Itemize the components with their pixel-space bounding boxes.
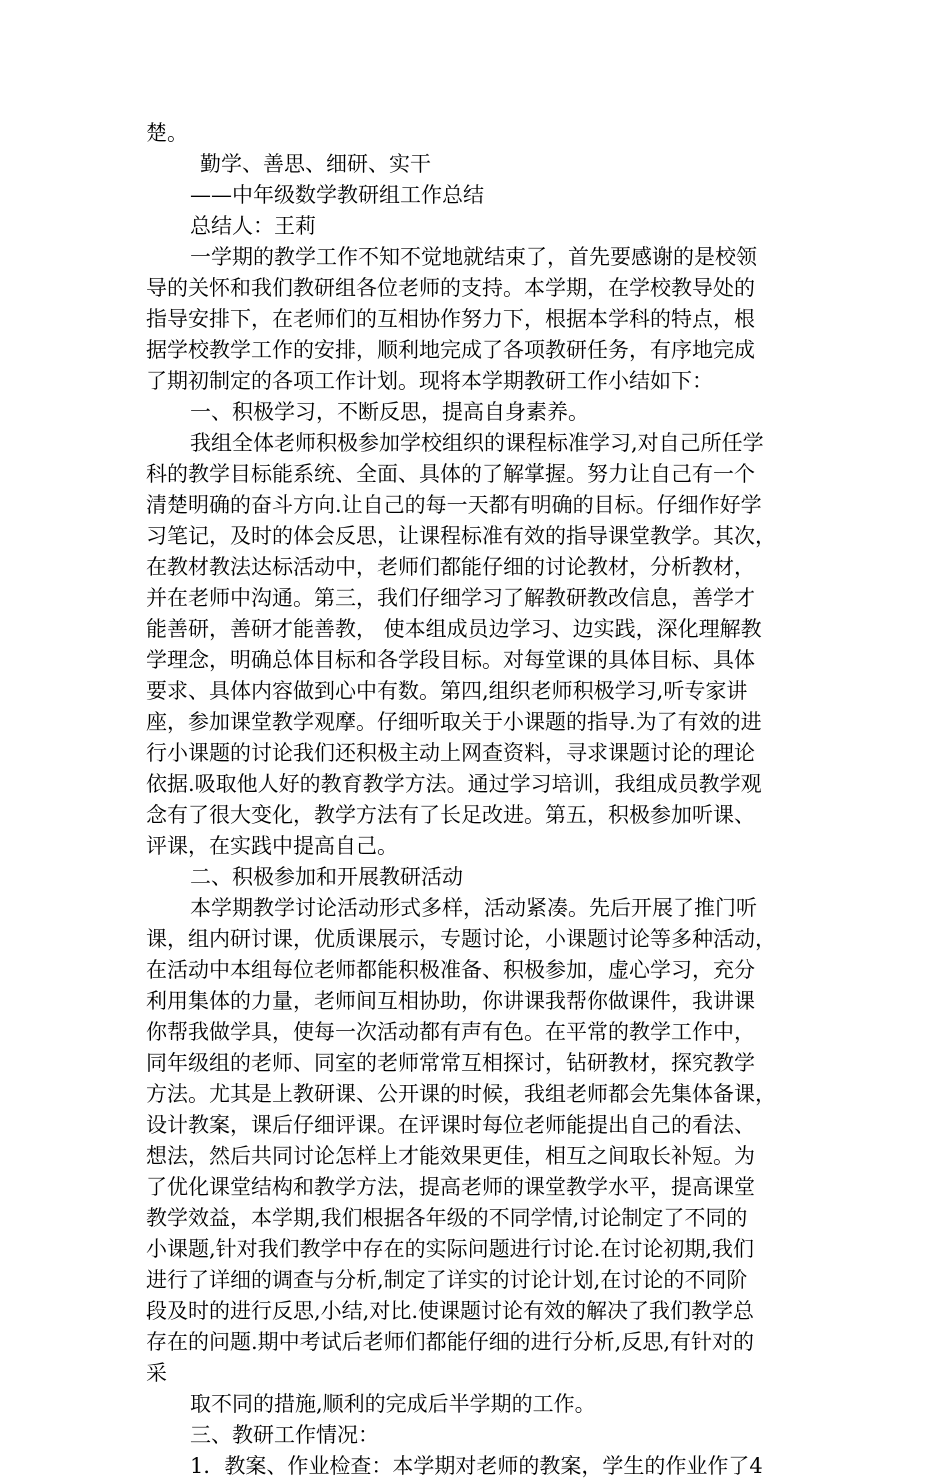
paragraph-line: 并在老师中沟通。第三，我们仔细学习了解教研教改信息，善学才 (146, 586, 755, 610)
paragraph-line: 存在的问题.期中考试后老师们都能仔细的进行分析,反思,有针对的 (146, 1330, 755, 1354)
document-body (146, 118, 826, 1482)
paragraph-line: 评课，在实践中提高自己。 (146, 834, 398, 858)
paragraph-line: 在活动中本组每位老师都能积极准备、积极参加，虚心学习，充分 (146, 958, 755, 982)
list-item: 1．教案、作业检查：本学期对老师的教案，学生的作业作了4 (190, 1454, 763, 1478)
paragraph-line: 指导安排下，在老师们的互相协作努力下，根据本学科的特点，根 (146, 307, 755, 331)
paragraph-line: 在教材教法达标活动中，老师们都能仔细的讨论教材，分析教材， (146, 555, 755, 579)
paragraph-line: 教学效益，本学期,我们根据各年级的不同学情,讨论制定了不同的 (146, 1206, 748, 1230)
paragraph-line: 要求、具体内容做到心中有数。第四,组织老师积极学习,听专家讲 (146, 679, 748, 703)
section-heading: 三、教研工作情况： (190, 1423, 379, 1447)
paragraph-line: 能善研，善研才能善教， 使本组成员边学习、边实践，深化理解教 (146, 617, 762, 641)
section-heading: 一、积极学习，不断反思，提高自身素养。 (190, 400, 589, 424)
paragraph-line: 课，组内研讨课，优质课展示，专题讨论，小课题讨论等多种活动， (146, 927, 776, 951)
author-line: 总结人：王莉 (190, 214, 316, 238)
paragraph-line: 设计教案，课后仔细评课。在评课时每位老师能提出自己的看法、 (146, 1113, 755, 1137)
paragraph-line: 了期初制定的各项工作计划。现将本学期教研工作小结如下： (146, 369, 713, 393)
paragraph-line: 本学期教学讨论活动形式多样，活动紧凑。先后开展了推门听 (190, 896, 757, 920)
paragraph-line: 进行了详细的调查与分析,制定了详实的讨论计划,在讨论的不同阶 (146, 1268, 748, 1292)
paragraph-line: 小课题,针对我们教学中存在的实际问题进行讨论.在讨论初期,我们 (146, 1237, 755, 1261)
paragraph-line: 你帮我做学具，使每一次活动都有声有色。在平常的教学工作中， (146, 1020, 755, 1044)
document-title: 勤学、善思、细研、实干 (200, 152, 431, 176)
paragraph-line: 利用集体的力量，老师间互相协助，你讲课我帮你做课件，我讲课 (146, 989, 755, 1013)
paragraph-line: 同年级组的老师、同室的老师常常互相探讨，钻研教材，探究教学 (146, 1051, 755, 1075)
paragraph-line: 我组全体老师积极参加学校组织的课程标准学习,对自己所任学 (190, 431, 764, 455)
paragraph-line: 行小课题的讨论我们还积极主动上网查资料，寻求课题讨论的理论 (146, 741, 755, 765)
paragraph-line: 采 (146, 1361, 167, 1385)
paragraph-line: 依据.吸取他人好的教育教学方法。通过学习培训，我组成员教学观 (146, 772, 762, 796)
paragraph-line: 想法，然后共同讨论怎样上才能效果更佳，相互之间取长补短。为 (146, 1144, 755, 1168)
paragraph-line: 学理念，明确总体目标和各学段目标。对每堂课的具体目标、具体 (146, 648, 755, 672)
paragraph-line: 清楚明确的奋斗方向.让自己的每一天都有明确的目标。仔细作好学 (146, 493, 762, 517)
paragraph-line: 据学校教学工作的安排，顺利地完成了各项教研任务，有序地完成 (146, 338, 755, 362)
paragraph-line: 了优化课堂结构和教学方法，提高老师的课堂教学水平，提高课堂 (146, 1175, 755, 1199)
paragraph-line: 取不同的措施,顺利的完成后半学期的工作。 (190, 1392, 596, 1416)
paragraph-line: 一学期的教学工作不知不觉地就结束了，首先要感谢的是校领 (190, 245, 757, 269)
paragraph-line: 座，参加课堂教学观摩。仔细听取关于小课题的指导.为了有效的进 (146, 710, 762, 734)
text-line: 楚。 (146, 121, 188, 145)
paragraph-line: 方法。尤其是上教研课、公开课的时候，我组老师都会先集体备课， (146, 1082, 776, 1106)
paragraph-line: 导的关怀和我们教研组各位老师的支持。本学期，在学校教导处的 (146, 276, 755, 300)
paragraph-line: 念有了很大变化，教学方法有了长足改进。第五，积极参加听课、 (146, 803, 755, 827)
section-heading: 二、积极参加和开展教研活动 (190, 865, 463, 889)
paragraph-line: 习笔记，及时的体会反思，让课程标准有效的指导课堂教学。其次， (146, 524, 776, 548)
paragraph-line: 科的教学目标能系统、全面、具体的了解掌握。努力让自己有一个 (146, 462, 755, 486)
document-subtitle: ——中年级数学教研组工作总结 (190, 183, 484, 207)
paragraph-line: 段及时的进行反思,小结,对比.使课题讨论有效的解决了我们教学总 (146, 1299, 755, 1323)
